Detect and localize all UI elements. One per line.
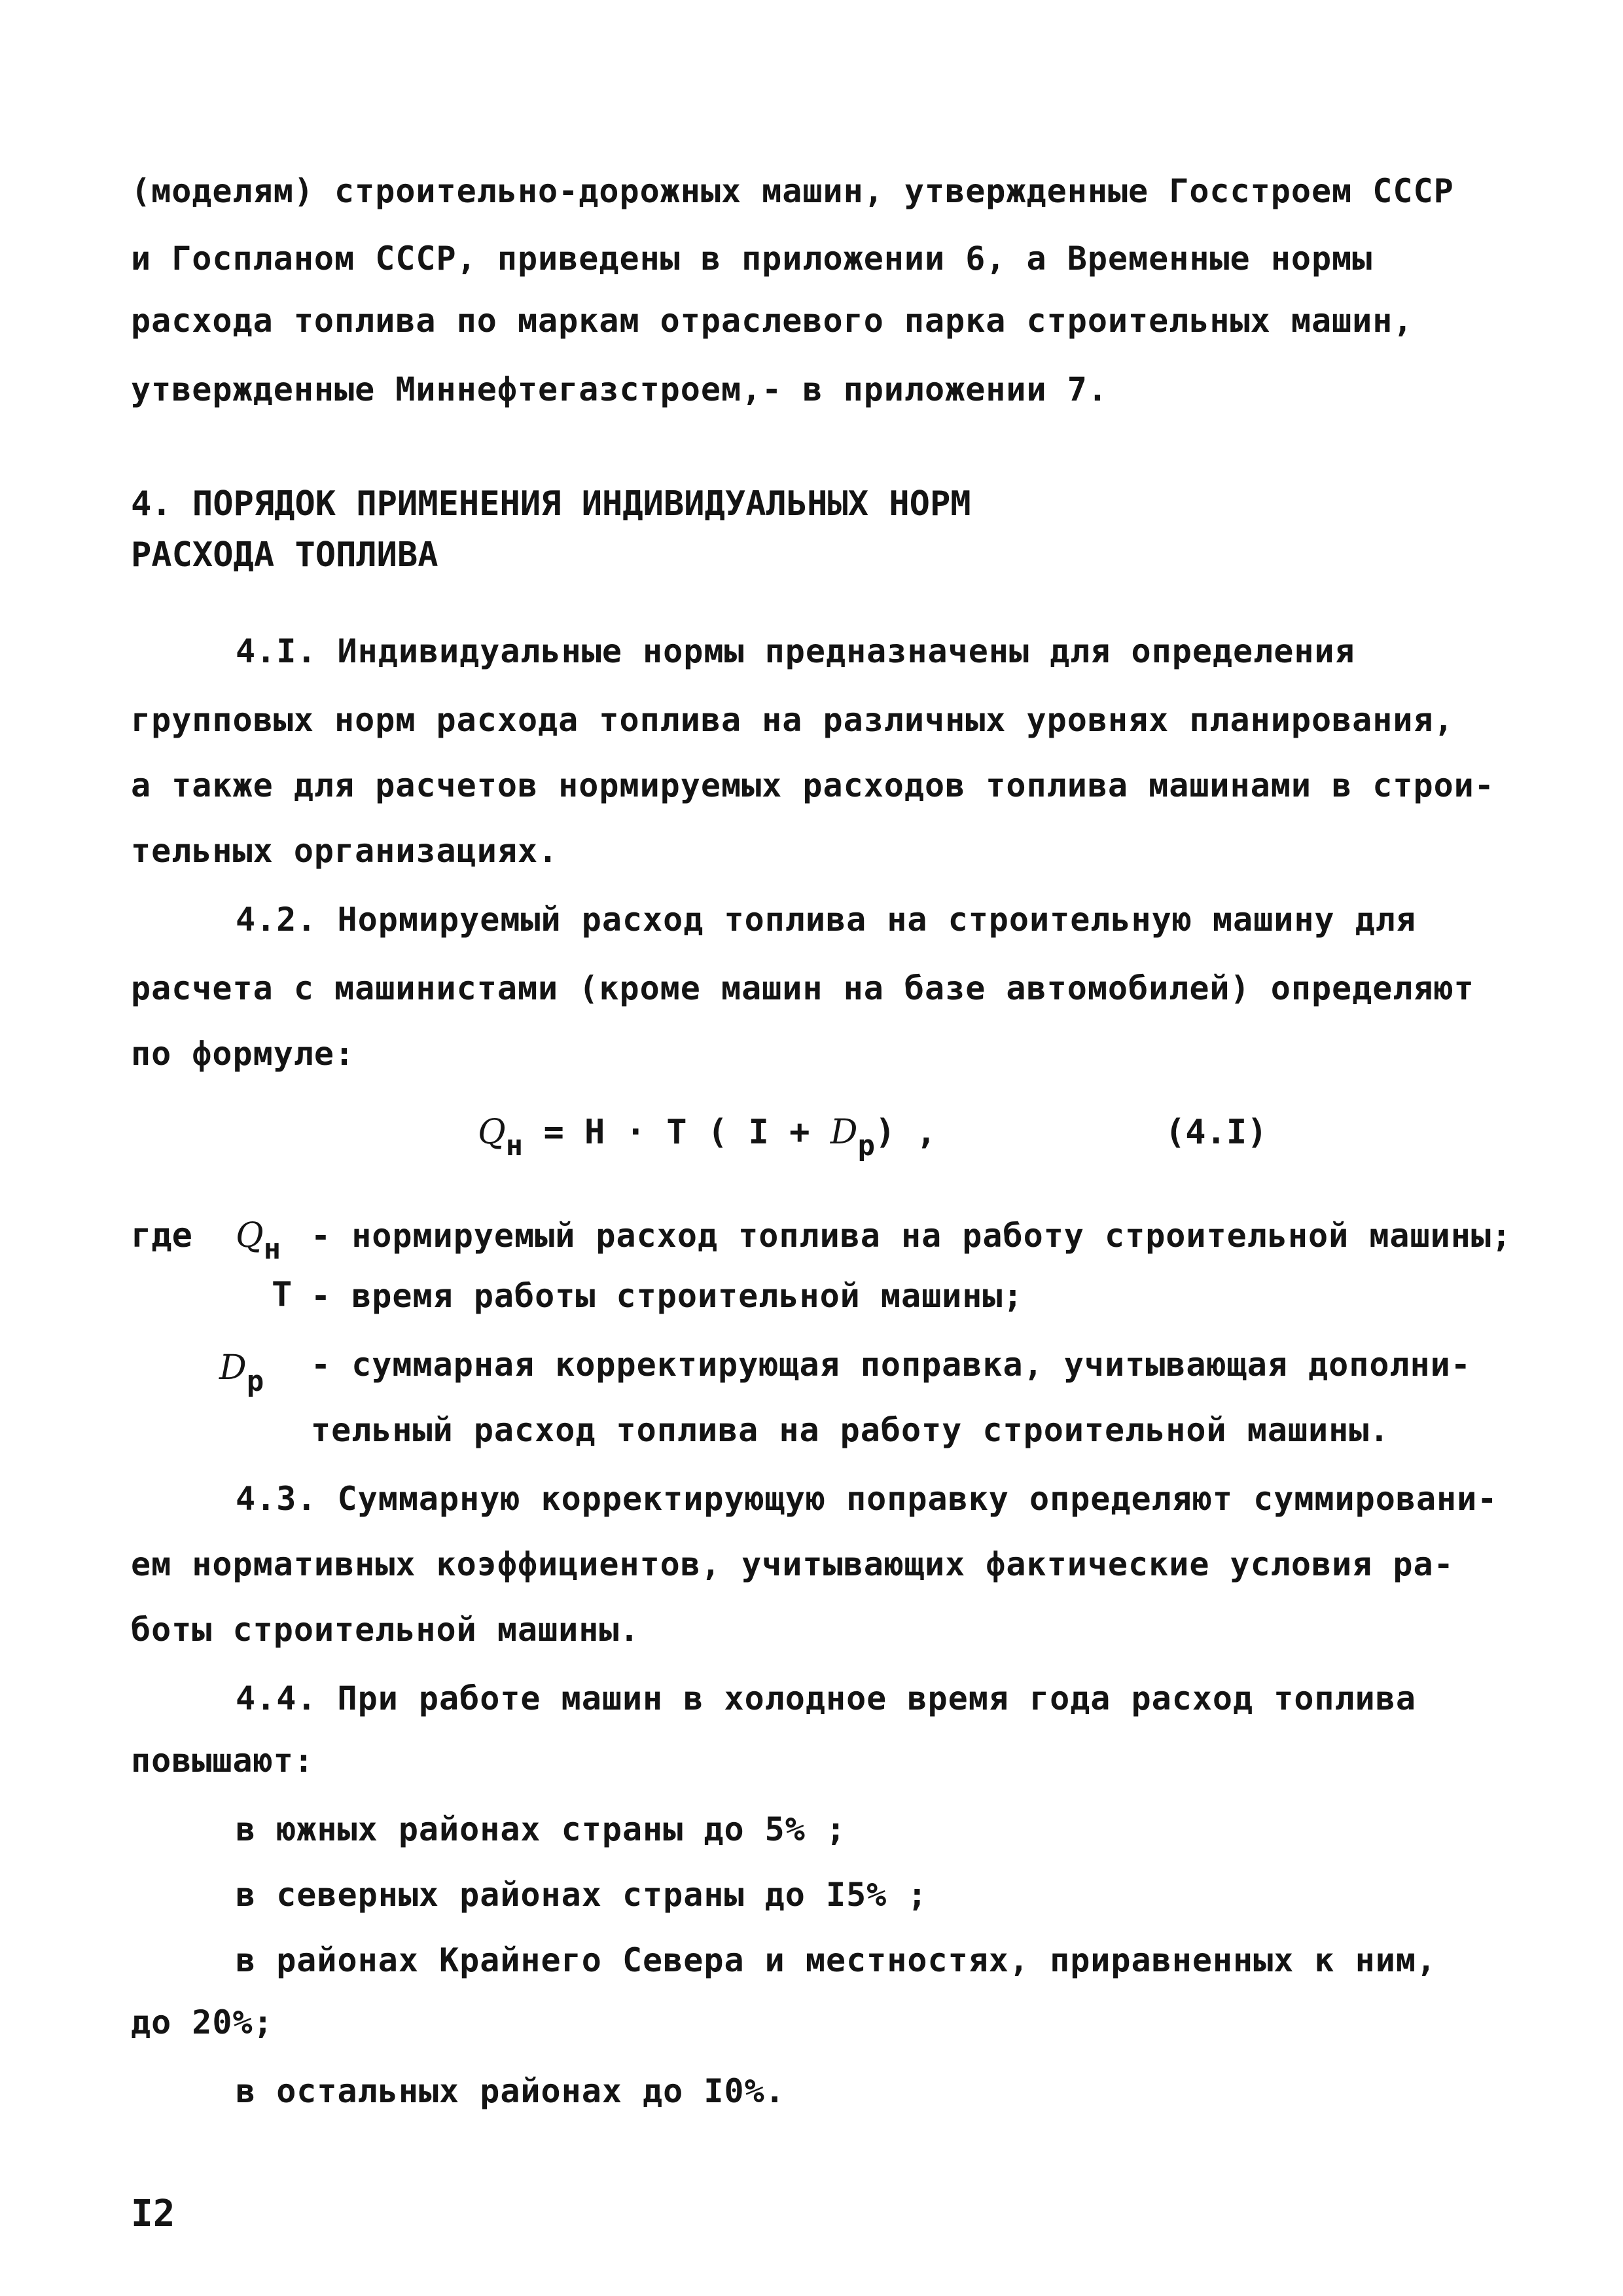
section-heading-line-1: 4. ПОРЯДОК ПРИМЕНЕНИЯ ИНДИВИДУАЛЬНЫХ НОРМ <box>131 484 971 524</box>
p42-line-3: по формуле: <box>131 1035 355 1073</box>
page-number: I2 <box>131 2193 175 2235</box>
p41-line-2: групповых норм расхода топлива на различных уровнях планирования, <box>131 701 1454 739</box>
intro-line-2: и Госпланом СССР, приведены в приложении 6, а Временные нормы <box>131 240 1373 278</box>
list-item-south: в южных районах страны до 5% ; <box>236 1810 847 1848</box>
formula-d-symbol: D <box>830 1113 858 1152</box>
p42-line-1: 4.2. Нормируемый расход топлива на строительную машину для <box>236 901 1416 939</box>
formula-number: (4.I) <box>1165 1113 1268 1152</box>
formula-middle: = Н · Т ( I + <box>523 1113 830 1152</box>
p42-line-2: расчета с машинистами (кроме машин на базе автомобилей) определяют <box>131 969 1474 1007</box>
p43-line-2: ем нормативных коэффициентов, учитывающих фактические условия ра- <box>131 1545 1454 1583</box>
definition-q-text: - нормируемый расход топлива на работу строительной машины; <box>311 1217 1512 1255</box>
definition-d-subscript: р <box>246 1365 264 1398</box>
formula-4-1 <box>478 1113 936 1162</box>
p41-line-3: а также для расчетов нормируемых расходов топлива машинами в строи- <box>131 766 1495 804</box>
p44-line-1: 4.4. При работе машин в холодное время года расход топлива <box>236 1679 1416 1717</box>
p43-line-1: 4.3. Суммарную корректирующую поправку определяют суммировани- <box>236 1480 1498 1518</box>
formula-tail: ) , <box>874 1113 936 1152</box>
p41-line-4: тельных организациях. <box>131 832 559 870</box>
definition-d-text-2: тельный расход топлива на работу строительной машины. <box>311 1411 1390 1449</box>
definition-d-symbol-wrap <box>219 1348 264 1398</box>
definition-q-subscript: н <box>263 1232 281 1266</box>
formula-q-subscript: н <box>505 1129 524 1162</box>
formula-q-symbol: Q <box>478 1113 506 1152</box>
list-item-other: в остальных районах до I0%. <box>236 2072 785 2110</box>
definition-d-text-1: - суммарная корректирующая поправка, учитывающая дополни- <box>311 1346 1471 1384</box>
list-item-far-north: в районах Крайнего Севера и местностях, приравненных к ним, <box>236 1941 1437 1979</box>
definition-d-symbol: D <box>219 1348 247 1388</box>
formula-d-subscript: р <box>857 1129 875 1162</box>
list-item-far-north-cont: до 20%; <box>131 2003 274 2041</box>
p44-line-2: повышают: <box>131 1742 314 1780</box>
definition-q-symbol: Q <box>236 1216 264 1255</box>
intro-line-3: расхода топлива по маркам отраслевого парка строительных машин, <box>131 302 1414 340</box>
p41-line-1: 4.I. Индивидуальные нормы предназначены для определения <box>236 632 1355 670</box>
section-heading-line-2: РАСХОДА ТОПЛИВА <box>131 535 438 575</box>
intro-line-4: утвержденные Миннефтегазстроем,- в приложении 7. <box>131 370 1108 408</box>
intro-line-1: (моделям) строительно-дорожных машин, утвержденные Госстроем СССР <box>131 172 1454 210</box>
p43-line-3: боты строительной машины. <box>131 1611 640 1649</box>
definition-q-symbol-wrap <box>236 1216 281 1266</box>
definitions-where: где <box>131 1216 192 1255</box>
definition-t-symbol: Т <box>272 1275 293 1314</box>
list-item-north: в северных районах страны до I5% ; <box>236 1876 928 1914</box>
definition-t-text: - время работы строительной машины; <box>311 1277 1024 1315</box>
